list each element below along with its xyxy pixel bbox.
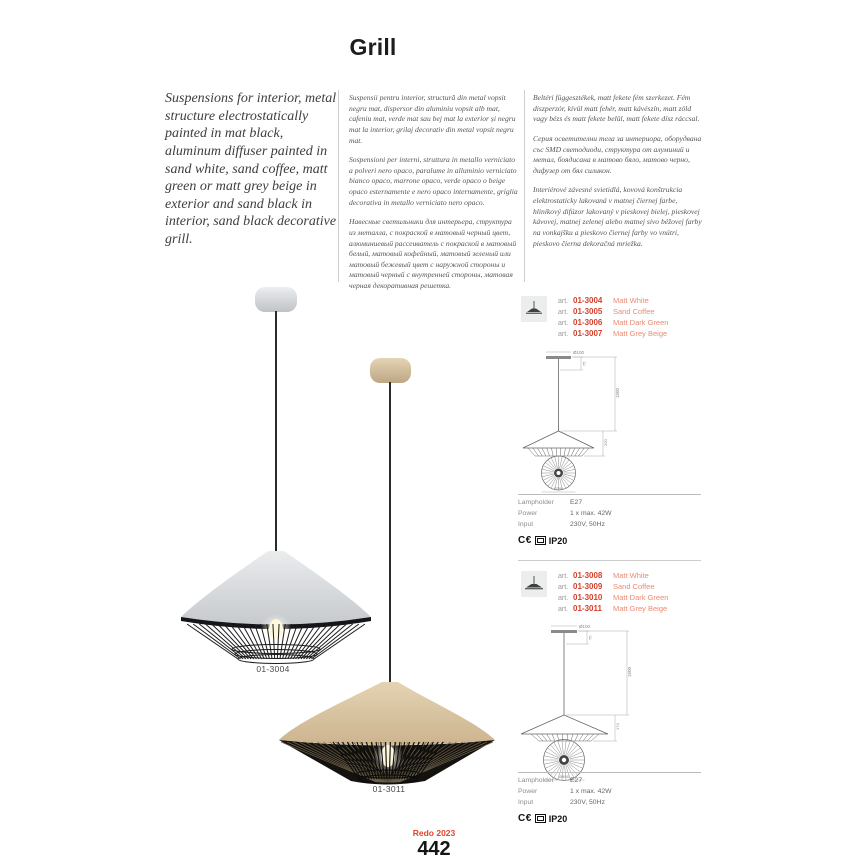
- pendant-icon: [523, 298, 545, 320]
- art-label: art.: [558, 606, 569, 613]
- art-label: art.: [558, 331, 569, 338]
- spec-row: [518, 799, 701, 810]
- photo-label-beige: 01-3011: [372, 784, 406, 794]
- double-insulation-icon: [535, 536, 546, 545]
- article-list: [558, 296, 668, 340]
- article-finish: Matt Grey Beige: [613, 604, 668, 613]
- article-finish: Matt Dark Green: [613, 593, 669, 602]
- spec-label: Input: [518, 521, 534, 528]
- description-slovak: Interiérové závesné svietidlá, kovová konštrukcia elektrostaticky lakovaná v matnej čiernej farbe, hliníkový difúzor lakovaný v pieskovej bielej, pieskovej kávovej, matnej zelenej alebo matnej sivo béžovej farby na vonkajšku a pieskovo čiernej farby vo vnútri, pieskovo čierna dekoračná mriežka.: [533, 185, 702, 248]
- ip-rating: IP20: [548, 535, 568, 546]
- spec-value: 230V, 50Hz: [570, 799, 605, 806]
- product-thumbnail-icon: [521, 296, 547, 322]
- article-code: 01-3006: [573, 318, 603, 327]
- description-hungarian: Beltéri függesztékek, matt fekete fém szerkezet. Fém diszperzór, kívül matt fehér, matt kávészín, matt zöld vagy bézs és matt fekete belül, matt fekete dísz ráccsal.: [533, 93, 700, 124]
- article-finish: Matt Grey Beige: [613, 329, 668, 338]
- description-english: Suspensions for interior, metal structure electrostatically painted in mat black, aluminum diffuser painted in sand white, sand coffee, matt green or matt grey beige in exterior and sand black in interior, sand black decorative grill.: [165, 91, 337, 247]
- side-view: [523, 356, 594, 456]
- article-row: [558, 296, 668, 307]
- dim-top-diameter: Ø100: [579, 624, 591, 629]
- spec-block-2: [518, 772, 701, 824]
- dim-shade-diameter: Ø495: [559, 774, 569, 779]
- article-finish: Sand Coffee: [613, 582, 655, 591]
- article-row: [558, 318, 668, 329]
- double-insulation-icon: [535, 814, 546, 823]
- lamp-shade: [279, 682, 495, 745]
- spec-label: Input: [518, 799, 534, 806]
- dim-shade-height: 174: [615, 723, 620, 730]
- side-view-grill-hatch: [528, 448, 589, 456]
- spec-row: [518, 788, 701, 799]
- description-bulgarian: Серия осветителни тела за интериора, оборудвана със SMD светодиоди, структура от алуминий и метал, боядисана в матово бяло, матово черно, дифузер от бял силикон.: [533, 133, 702, 175]
- dim-top-diameter: Ø100: [573, 350, 585, 355]
- article-finish: Matt White: [613, 571, 649, 580]
- article-list: [558, 571, 668, 615]
- ceiling-canopy: [255, 287, 297, 312]
- description-column-right: [533, 93, 705, 258]
- ce-mark-icon: C€: [518, 813, 532, 824]
- dim-cable-length: 1500: [615, 387, 620, 398]
- spec-row: [518, 521, 701, 532]
- brand-year: Redo 2023: [412, 828, 456, 838]
- technical-drawing-2: [515, 620, 715, 782]
- certifications: [518, 813, 701, 824]
- article-group-1: [521, 296, 668, 340]
- description-romanian: Suspensii pentru interior, structură din metal vopsit negru mat, dispersor din aluminiu vopsit alb mat, cafeniu mat, verde mat sau bej mat la exterior și negru mat la interior, grilaj decorativ din metal vopsit negru mat.: [349, 93, 516, 145]
- art-label: art.: [558, 320, 569, 327]
- page-footer: [413, 828, 456, 859]
- side-view: [521, 630, 608, 741]
- article-code: 01-3004: [573, 296, 603, 305]
- art-label: art.: [558, 573, 569, 580]
- article-row: [558, 307, 668, 318]
- spec-row: [518, 777, 701, 788]
- article-finish: Matt Dark Green: [613, 318, 669, 327]
- spec-label: Power: [518, 788, 538, 795]
- spec-value: E27: [570, 499, 583, 506]
- product-thumbnail-icon: [521, 571, 547, 597]
- article-group-2: [521, 571, 668, 615]
- art-label: art.: [558, 298, 569, 305]
- article-row: [558, 593, 668, 604]
- column-divider-left: [338, 90, 339, 282]
- description-italian: Sospensioni per interni, struttura in metallo verniciato a polveri nero opaco, paralume in alluminio verniciato bianco opaco, marrone opaco, verde opaco o beige opaco esternamente e nero opaco internamente, griglia decorativa in metallo verniciato nero opaco.: [349, 155, 518, 207]
- article-row: [558, 582, 668, 593]
- art-label: art.: [558, 584, 569, 591]
- dim-shade-diameter: Ø396: [553, 486, 564, 491]
- spec-block-1: [518, 494, 701, 546]
- article-row: [558, 329, 668, 340]
- spec-value: 1 x max. 42W: [570, 788, 612, 795]
- article-code: 01-3008: [573, 571, 603, 580]
- photo-label-white: 01-3004: [256, 664, 290, 674]
- article-finish: Sand Coffee: [613, 307, 655, 316]
- dim-shade-height: 200: [603, 439, 608, 446]
- article-code: 01-3009: [573, 582, 603, 591]
- description-column-middle: [349, 93, 519, 301]
- spec-value: 1 x max. 42W: [570, 510, 612, 517]
- spec-label: Lampholder: [518, 499, 554, 506]
- dim-cable-length: 1500: [627, 666, 632, 677]
- pendant-icon: [523, 573, 545, 595]
- page-title: Grill: [349, 34, 397, 60]
- column-divider-right: [524, 90, 525, 282]
- article-code: 01-3010: [573, 593, 603, 602]
- ce-mark-icon: C€: [518, 535, 532, 546]
- spec-value: 230V, 50Hz: [570, 521, 605, 528]
- spec-row: [518, 510, 701, 521]
- description-russian: Навесные светильники для интерьера, структура из металла, с покраской в матовый черный цвет, алюминиевый рассеиватель с покраской в матовый белый, матовый кофейный, матовый зеленый или матовый бежевый цвет с наружной стороны и матовый черный с внутренней стороны, матовая черная декоративная решетка.: [349, 217, 517, 290]
- ceiling-canopy: [370, 358, 411, 383]
- technical-drawing-1: [515, 346, 705, 494]
- article-row: [558, 604, 668, 615]
- product-photo-beige-pendant: [275, 350, 500, 795]
- side-view-grill-hatch: [531, 734, 599, 741]
- spec-label: Lampholder: [518, 777, 554, 784]
- art-label: art.: [558, 309, 569, 316]
- dim-canopy-height: 75: [587, 635, 593, 640]
- spec-label: Power: [518, 510, 538, 517]
- article-code: 01-3005: [573, 307, 603, 316]
- article-code: 01-3007: [573, 329, 603, 338]
- article-finish: Matt White: [613, 296, 649, 305]
- article-code: 01-3011: [573, 604, 602, 613]
- dim-canopy-height: 75: [581, 361, 587, 366]
- art-label: art.: [558, 595, 569, 602]
- page-number: 442: [417, 838, 451, 860]
- certifications: [518, 535, 701, 546]
- section-divider: [518, 560, 701, 561]
- article-row: [558, 571, 668, 582]
- ip-rating: IP20: [548, 813, 568, 824]
- spec-row: [518, 499, 701, 510]
- spec-value: E27: [570, 777, 583, 784]
